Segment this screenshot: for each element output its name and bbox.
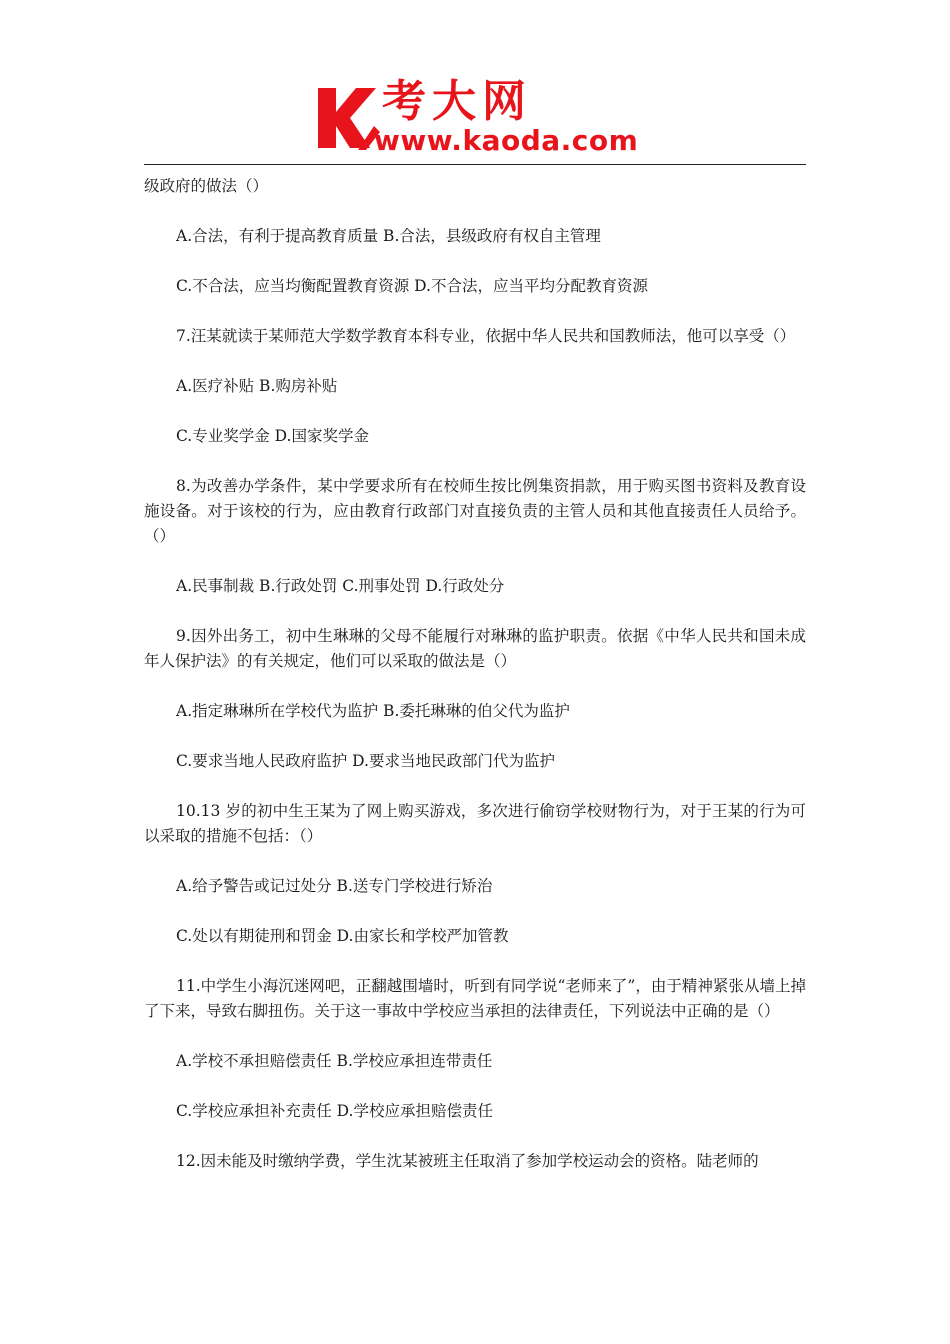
kaoda-logo: [318, 76, 648, 160]
option-line: A.指定琳琳所在学校代为监护 B.委托琳琳的伯父代为监护: [176, 702, 570, 720]
header-divider: [144, 164, 806, 165]
option-line: C.处以有期徒刑和罚金 D.由家长和学校严加管教: [176, 927, 509, 945]
option-line: A.合法，有利于提高教育质量 B.合法，县级政府有权自主管理: [176, 227, 601, 245]
option-line: C.不合法，应当均衡配置教育资源 D.不合法，应当平均分配教育资源: [176, 277, 648, 295]
option-line: A.学校不承担赔偿责任 B.学校应承担连带责任: [176, 1052, 493, 1070]
option-line: A.医疗补贴 B.购房补贴: [176, 377, 338, 395]
logo-url-text: www.kaoda.com: [374, 124, 639, 157]
question-9: 9.因外出务工，初中生琳琳的父母不能履行对琳琳的监护职责。依据《中华人民共和国未成年人保护法》的有关规定，他们可以采取的做法是（）: [144, 627, 806, 670]
question-11: 11.中学生小海沉迷网吧，正翻越围墙时，听到有同学说“老师来了”，由于精神紧张从墙上掉了下来，导致右脚扭伤。关于这一事故中学校应当承担的法律责任，下列说法中正确的是（）: [144, 977, 806, 1020]
option-line: C.学校应承担补充责任 D.学校应承担赔偿责任: [176, 1102, 493, 1120]
question-10: 10.13 岁的初中生王某为了网上购买游戏，多次进行偷窃学校财物行为，对于王某的行为可以采取的措施不包括：（）: [144, 802, 806, 845]
option-line: C.专业奖学金 D.国家奖学金: [176, 427, 369, 445]
option-line: C.要求当地人民政府监护 D.要求当地民政部门代为监护: [176, 752, 555, 770]
document-body: [144, 174, 806, 1174]
logo-chinese-text: 考大网: [382, 76, 532, 127]
text-line: 级政府的做法（）: [144, 177, 269, 195]
question-7: 7.汪某就读于某师范大学数学教育本科专业，依据中华人民共和国教师法，他可以享受（）: [176, 327, 796, 345]
option-line: A.给予警告或记过处分 B.送专门学校进行矫治: [176, 877, 493, 895]
option-line: A.民事制裁 B.行政处罚 C.刑事处罚 D.行政处分: [176, 577, 505, 595]
question-8: 8.为改善办学条件，某中学要求所有在校师生按比例集资捐款，用于购买图书资料及教育设施设备。对于该校的行为，应由教育行政部门对直接负责的主管人员和其他直接责任人员给予。（）: [144, 477, 806, 545]
question-12: 12.因未能及时缴纳学费，学生沈某被班主任取消了参加学校运动会的资格。陆老师的: [176, 1152, 759, 1170]
